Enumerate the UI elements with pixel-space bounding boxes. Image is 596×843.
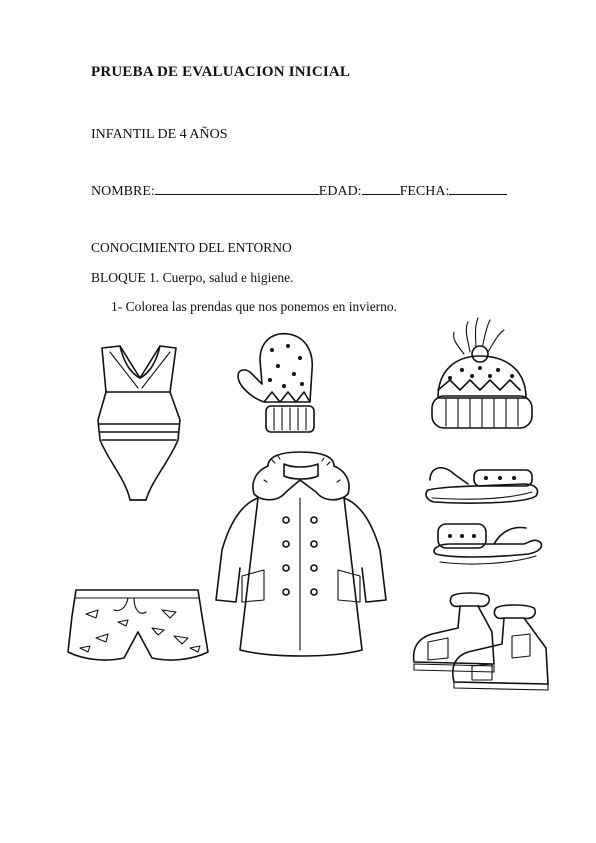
page-title: PRUEBA DE EVALUACION INICIAL [91, 64, 351, 80]
sandal-icon[interactable] [430, 514, 546, 572]
sandal-icon[interactable] [424, 456, 544, 510]
winter-hat-icon[interactable] [424, 310, 544, 440]
age-field[interactable] [362, 181, 400, 195]
mitten-icon[interactable] [232, 330, 322, 440]
date-label: FECHA: [399, 184, 450, 199]
swim-shorts-icon[interactable] [62, 586, 212, 668]
name-label: NOMBRE: [91, 184, 155, 199]
coat-icon[interactable] [212, 450, 390, 664]
student-fields [91, 181, 507, 200]
section-title: CONOCIMIENTO DEL ENTORNO [91, 240, 292, 255]
instruction-text: 1- Colorea las prendas que nos ponemos en invierno. [111, 299, 398, 314]
name-field[interactable] [155, 181, 319, 195]
winter-boots-icon[interactable] [408, 592, 558, 692]
swimsuit-icon[interactable] [90, 340, 190, 510]
date-field[interactable] [449, 181, 507, 195]
age-label: EDAD: [318, 184, 362, 199]
level-label: INFANTIL DE 4 AÑOS [91, 127, 228, 142]
block-title: BLOQUE 1. Cuerpo, salud e higiene. [91, 270, 294, 285]
